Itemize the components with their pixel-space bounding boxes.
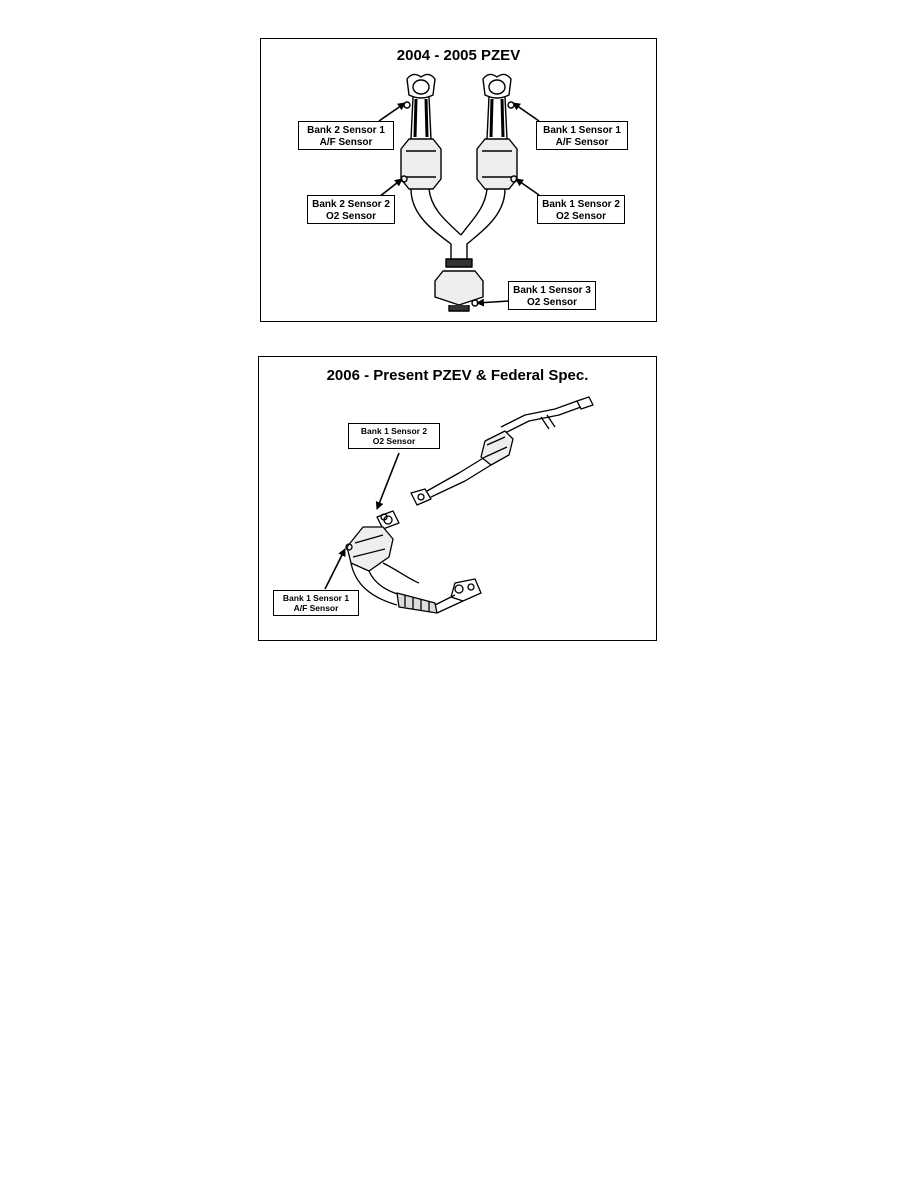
exhaust-system-dual-bank-drawing <box>261 39 656 321</box>
callout-bank1-sensor1: Bank 1 Sensor 1 A/F Sensor <box>536 121 628 150</box>
diagram-panel-2006-present <box>258 356 657 641</box>
panel-title: 2004 - 2005 PZEV <box>396 47 521 64</box>
panel-title: 2006 - Present PZEV & Federal Spec. <box>326 367 589 384</box>
diagram-panel-2004-2005 <box>260 38 657 322</box>
callout-bank1-sensor1: Bank 1 Sensor 1 A/F Sensor <box>273 590 359 616</box>
callout-bank1-sensor3: Bank 1 Sensor 3 O2 Sensor <box>508 281 596 310</box>
callout-bank2-sensor1: Bank 2 Sensor 1 A/F Sensor <box>298 121 394 150</box>
callout-bank2-sensor2: Bank 2 Sensor 2 O2 Sensor <box>307 195 395 224</box>
callout-bank1-sensor2: Bank 1 Sensor 2 O2 Sensor <box>348 423 440 449</box>
callout-bank1-sensor2: Bank 1 Sensor 2 O2 Sensor <box>537 195 625 224</box>
